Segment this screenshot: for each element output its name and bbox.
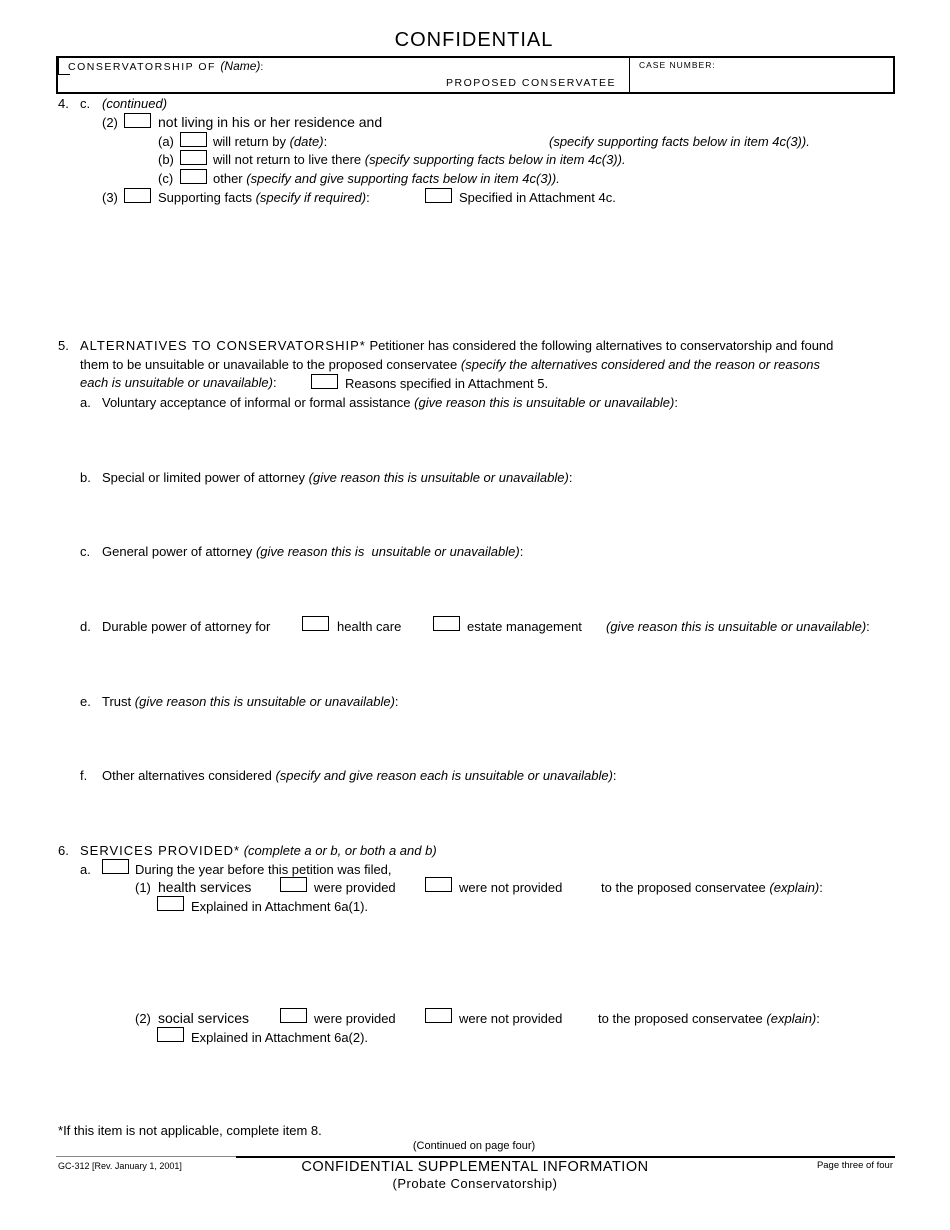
colon: : [674,395,678,410]
item5-f-label: f. [80,768,88,783]
attachment-5-text: Reasons specified in Attachment 5. [345,376,549,391]
item5-line3 [80,375,277,390]
attachment-6a2-checkbox[interactable] [157,1027,184,1042]
item6-heading-line [80,843,437,858]
supporting-facts-text: Supporting facts [158,190,252,205]
explain-hint: (explain) [766,1011,817,1026]
health-to-line [601,880,823,895]
item5-a-label: a. [80,395,91,410]
reason-hint: (give reason this is unsuitable or unavailable) [414,395,675,410]
item5-line2-text: them to be unsuitable or unavailable to the proposed conservatee [80,357,458,372]
will-return-text: will return by [213,134,286,149]
supporting-facts-checkbox[interactable] [124,188,151,203]
other-checkbox[interactable] [180,169,207,184]
will-not-return-checkbox[interactable] [180,150,207,165]
health-provided-checkbox[interactable] [280,877,307,892]
colon: : [272,375,277,390]
social-provided-checkbox[interactable] [280,1008,307,1023]
trust-text: Trust [102,694,132,709]
item5-line1-text: Petitioner has considered the following alternatives to conservatorship and found [369,338,834,353]
health-not-provided-checkbox[interactable] [425,877,452,892]
item4-number: 4. [58,96,69,111]
special-poa-text: Special or limited power of attorney [102,470,306,485]
conservatorship-label [68,59,265,73]
reason-hint: (give reason this is unsuitable or unavailable) [134,694,395,709]
item6-a-text: During the year before this petition was filed, [135,862,392,877]
health-services-text: health services [158,879,252,895]
social-not-provided-text: were not provided [459,1011,563,1026]
health-care-text: health care [337,619,402,634]
item4-a-label: (a) [158,134,174,149]
item4-sub: c. [80,96,91,111]
item5-number: 5. [58,338,69,353]
colon: : [519,544,524,559]
will-not-return-hint: (specify supporting facts below in item 4c(3)). [364,152,626,167]
will-return-note [549,134,810,149]
other-text: other [213,171,243,186]
colon: : [819,880,823,895]
item5-d-label: d. [80,619,91,634]
footer-rule [236,1156,895,1158]
footer-subtitle: (Probate Conservatorship) [392,1176,558,1191]
attachment-4c-checkbox[interactable] [425,188,452,203]
colon: : [394,694,399,709]
not-living-text: not living in his or her residence and [158,114,383,130]
page-title: CONFIDENTIAL [394,29,554,51]
item4-c-label: (c) [158,171,174,186]
item6-1-number: (1) [135,880,151,895]
name-hint: (Name) [220,59,261,73]
item4-continued [102,96,167,111]
supporting-facts-line [158,190,370,205]
social-provided-text: were provided [314,1011,396,1026]
colon: : [816,1011,820,1026]
colon: : [866,619,870,634]
attachment-6a1-text: Explained in Attachment 6a(1). [191,899,369,914]
item5-d-hint [606,619,870,634]
general-poa-text: General power of attorney [102,544,253,559]
item5-b-line [102,470,572,485]
item5-b-label: b. [80,470,91,485]
item5-line2-hint: (specify the alternatives considered and the reason or reasons [460,357,821,372]
caption-corner-mark [58,58,59,74]
item5-c-label: c. [80,544,91,559]
proposed-conservatee-label: PROPOSED CONSERVATEE [446,77,617,89]
caption-corner-mark-bottom [58,74,70,75]
item6-a-label: a. [80,862,91,877]
to-conservatee-text: to the proposed conservatee [598,1011,763,1026]
other-alternatives-text: Other alternatives considered [102,768,272,783]
item5-f-line [102,768,617,783]
attachment-5-checkbox[interactable] [311,374,338,389]
durable-poa-text: Durable power of attorney for [102,619,271,634]
item5-c-line [102,544,523,559]
item5-heading: ALTERNATIVES TO CONSERVATORSHIP* [80,338,366,353]
to-conservatee-text: to the proposed conservatee [601,880,766,895]
item5-line3-hint: each is unsuitable or unavailable) [80,375,273,390]
conservatorship-label-text: CONSERVATORSHIP OF [68,61,216,73]
other-line [213,171,560,186]
item6-2-number: (2) [135,1011,151,1026]
social-services-text: social services [158,1010,250,1026]
footnote-text: If this item is not applicable, complete item 8. [63,1123,322,1138]
health-not-provided-text: were not provided [459,880,563,895]
continued-text: (continued) [102,96,168,111]
item5-line2 [80,357,820,372]
health-care-checkbox[interactable] [302,616,329,631]
form-id: GC-312 [Rev. January 1, 2001] [58,1161,182,1171]
date-hint: (date) [289,134,324,149]
item4-b-label: (b) [158,152,174,167]
item6-heading: SERVICES PROVIDED* [80,843,241,858]
social-to-line [598,1011,820,1026]
attachment-6a1-checkbox[interactable] [157,896,184,911]
footer-title: CONFIDENTIAL SUPPLEMENTAL INFORMATION [301,1159,649,1175]
case-number-label: CASE NUMBER: [639,60,716,70]
services-year-checkbox[interactable] [102,859,129,874]
reason-hint: (give reason this is unsuitable or unavailable) [606,619,867,634]
colon: : [366,190,370,205]
will-return-line [213,134,327,149]
footnote [58,1123,322,1138]
caption-divider [629,56,630,94]
footer-rule-left [56,1156,236,1157]
attachment-6a2-text: Explained in Attachment 6a(2). [191,1030,369,1045]
reason-hint: (give reason this is unsuitable or unavailable) [308,470,569,485]
colon: : [323,134,328,149]
item5-a-line [102,395,678,410]
will-return-checkbox[interactable] [180,132,207,147]
will-not-return-text: will not return to live there [213,152,362,167]
voluntary-acceptance-text: Voluntary acceptance of informal or formal assistance [102,395,411,410]
item6-hint: (complete a or b, or both a and b) [243,843,437,858]
other-hint: (specify and give supporting facts below in item 4c(3)). [246,171,560,186]
continued-note: (Continued on page four) [412,1140,536,1152]
social-not-provided-checkbox[interactable] [425,1008,452,1023]
will-not-return-line [213,152,626,167]
colon: : [612,768,617,783]
item5-line1 [80,338,833,353]
colon: : [568,470,573,485]
colon: : [260,61,265,73]
attachment-4c-text: Specified in Attachment 4c. [459,190,616,205]
page-number: Page three of four [816,1160,893,1171]
explain-hint: (explain) [769,880,820,895]
estate-management-text: estate management [467,619,582,634]
item5-e-label: e. [80,694,91,709]
item5-e-line [102,694,399,709]
reason-hint: (give reason this is unsuitable or unavailable) [255,544,520,559]
supporting-facts-hint: (specify if required) [255,190,367,205]
health-provided-text: were provided [314,880,396,895]
will-return-note-text: (specify supporting facts below in item 4c(3)). [549,134,810,149]
footnote-star: * [58,1123,64,1138]
estate-management-checkbox[interactable] [433,616,460,631]
item4-3-number: (3) [102,190,118,205]
item6-number: 6. [58,843,69,858]
not-living-checkbox[interactable] [124,113,151,128]
reason-hint: (specify and give reason each is unsuitable or unavailable) [275,768,613,783]
item4-2-number: (2) [102,115,118,130]
